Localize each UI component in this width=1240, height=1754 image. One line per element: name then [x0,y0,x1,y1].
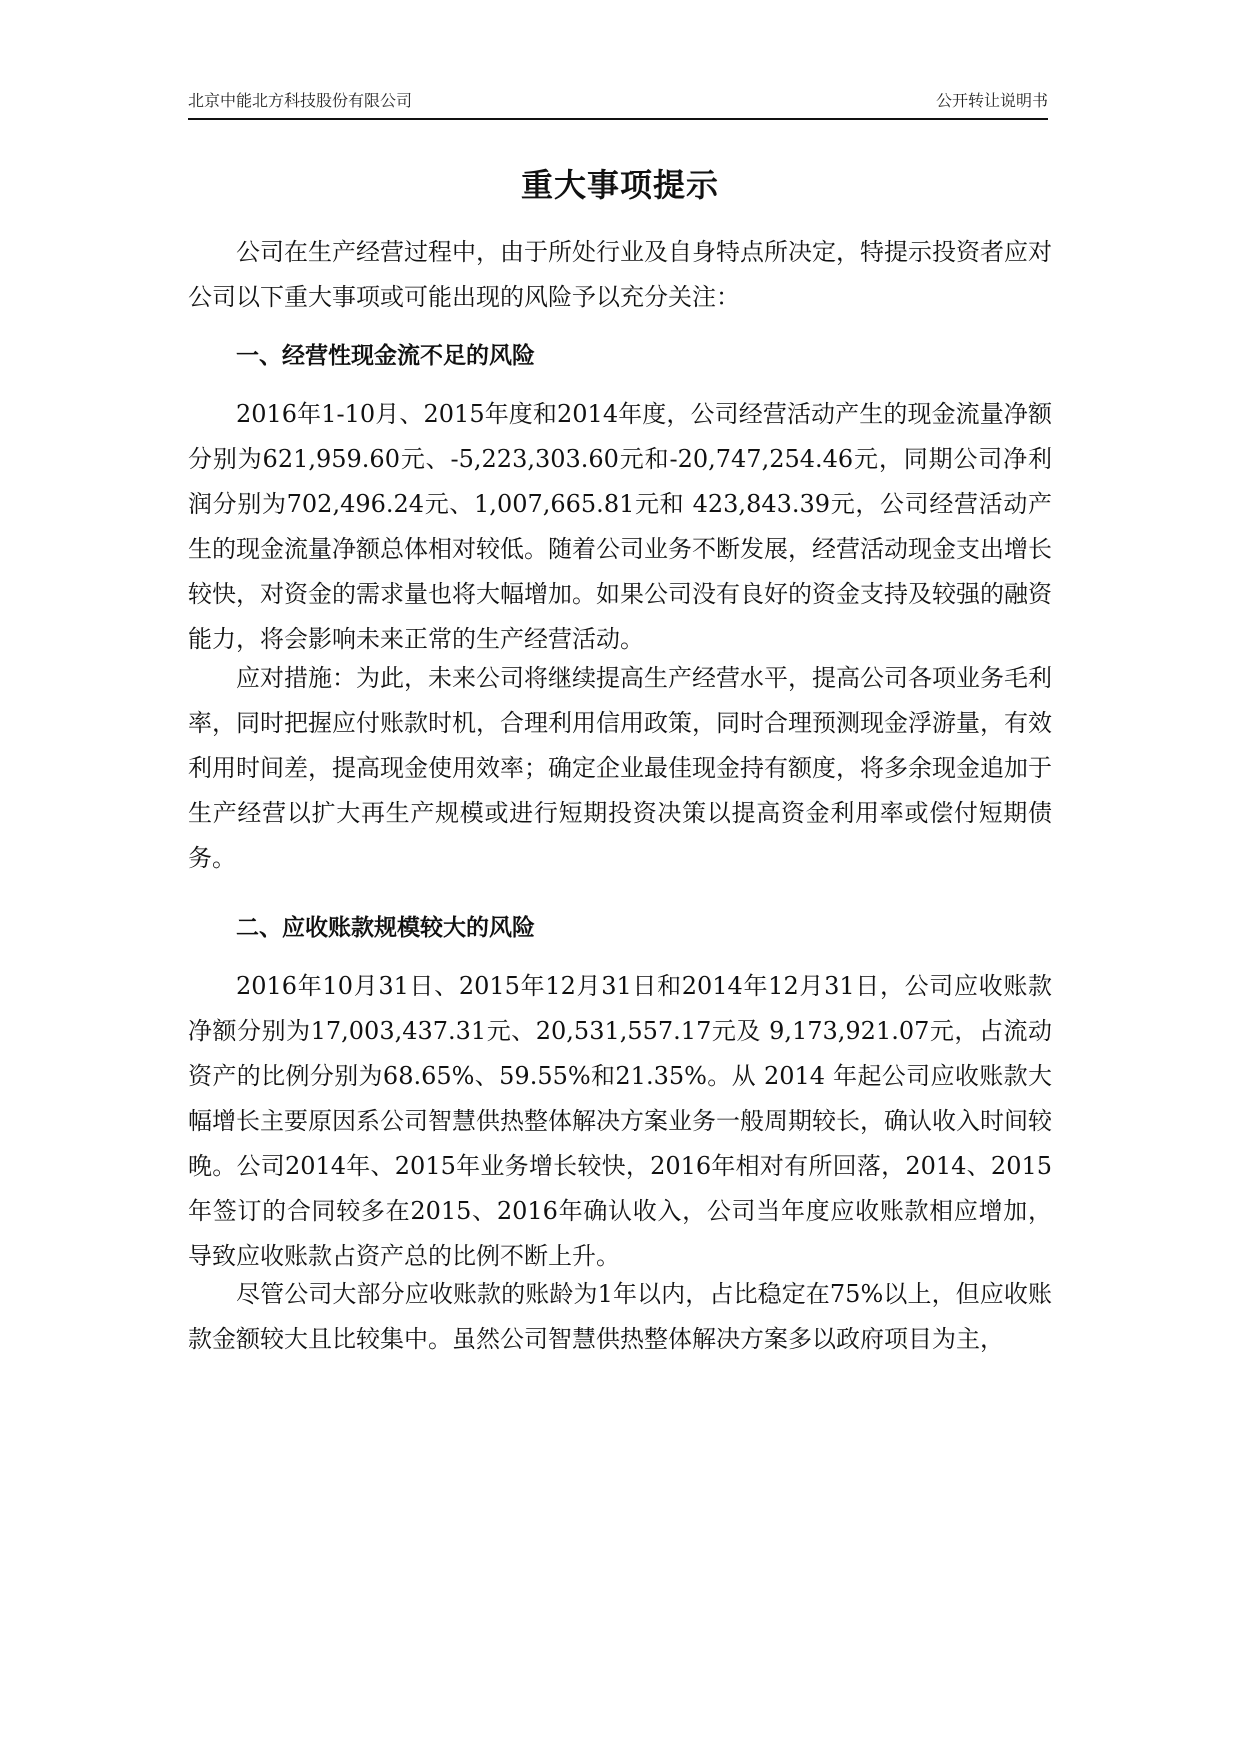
section-1-heading: 一、经营性现金流不足的风险 [236,343,535,369]
section-2-paragraph-1: 2016年10月31日、2015年12月31日和2014年12月31日，公司应收账款净额分别为17,003,437.31元、20,531,557.17元及 9,173,921.07元，占流动资产的比例分别为68.65%、59.55%和21.35%。从 2014 年起公司应收账款大幅增长主要原因系公司智慧供热整体解决方案业务一般周期较长，确认收入时间较晚。公司2014年、2015年业务增长较快，2016年相对有所回落，2014、2015年签订的合同较多在2015、2016年确认收入，公司当年度应收账款相应增加，导致应收账款占资产总的比例不断上升。 [188,972,1052,1270]
header-document-type: 公开转让说明书 [935,91,1048,110]
intro-paragraph: 公司在生产经营过程中，由于所处行业及自身特点所决定，特提示投资者应对公司以下重大事项或可能出现的风险予以充分关注： [188,238,1052,311]
page-header [188,84,1048,120]
section-2-heading: 二、应收账款规模较大的风险 [236,915,535,941]
section-1-paragraph-1: 2016年1-10月、2015年度和2014年度，公司经营活动产生的现金流量净额分别为621,959.60元、-5,223,303.60元和-20,747,254.46元，同期公司净利润分别为702,496.24元、1,007,665.81元和 423,843.39元，公司经营活动产生的现金流量净额总体相对较低。随着公司业务不断发展，经营活动现金支出增长较快，对资金的需求量也将大幅增加。如果公司没有良好的资金支持及较强的融资能力，将会影响未来正常的生产经营活动。 [188,400,1052,653]
page-title: 重大事项提示 [520,166,719,204]
section-2-paragraph-2: 尽管公司大部分应收账款的账龄为1年以内，占比稳定在75%以上，但应收账款金额较大且比较集中。虽然公司智慧供热整体解决方案多以政府项目为主， [188,1280,1052,1353]
header-company-name: 北京中能北方科技股份有限公司 [188,91,413,110]
section-1-paragraph-2: 应对措施：为此，未来公司将继续提高生产经营水平，提高公司各项业务毛利率，同时把握应付账款时机，合理利用信用政策，同时合理预测现金浮游量，有效利用时间差，提高现金使用效率；确定企业最佳现金持有额度，将多余现金追加于生产经营以扩大再生产规模或进行短期投资决策以提高资金利用率或偿付短期债务。 [188,664,1052,872]
